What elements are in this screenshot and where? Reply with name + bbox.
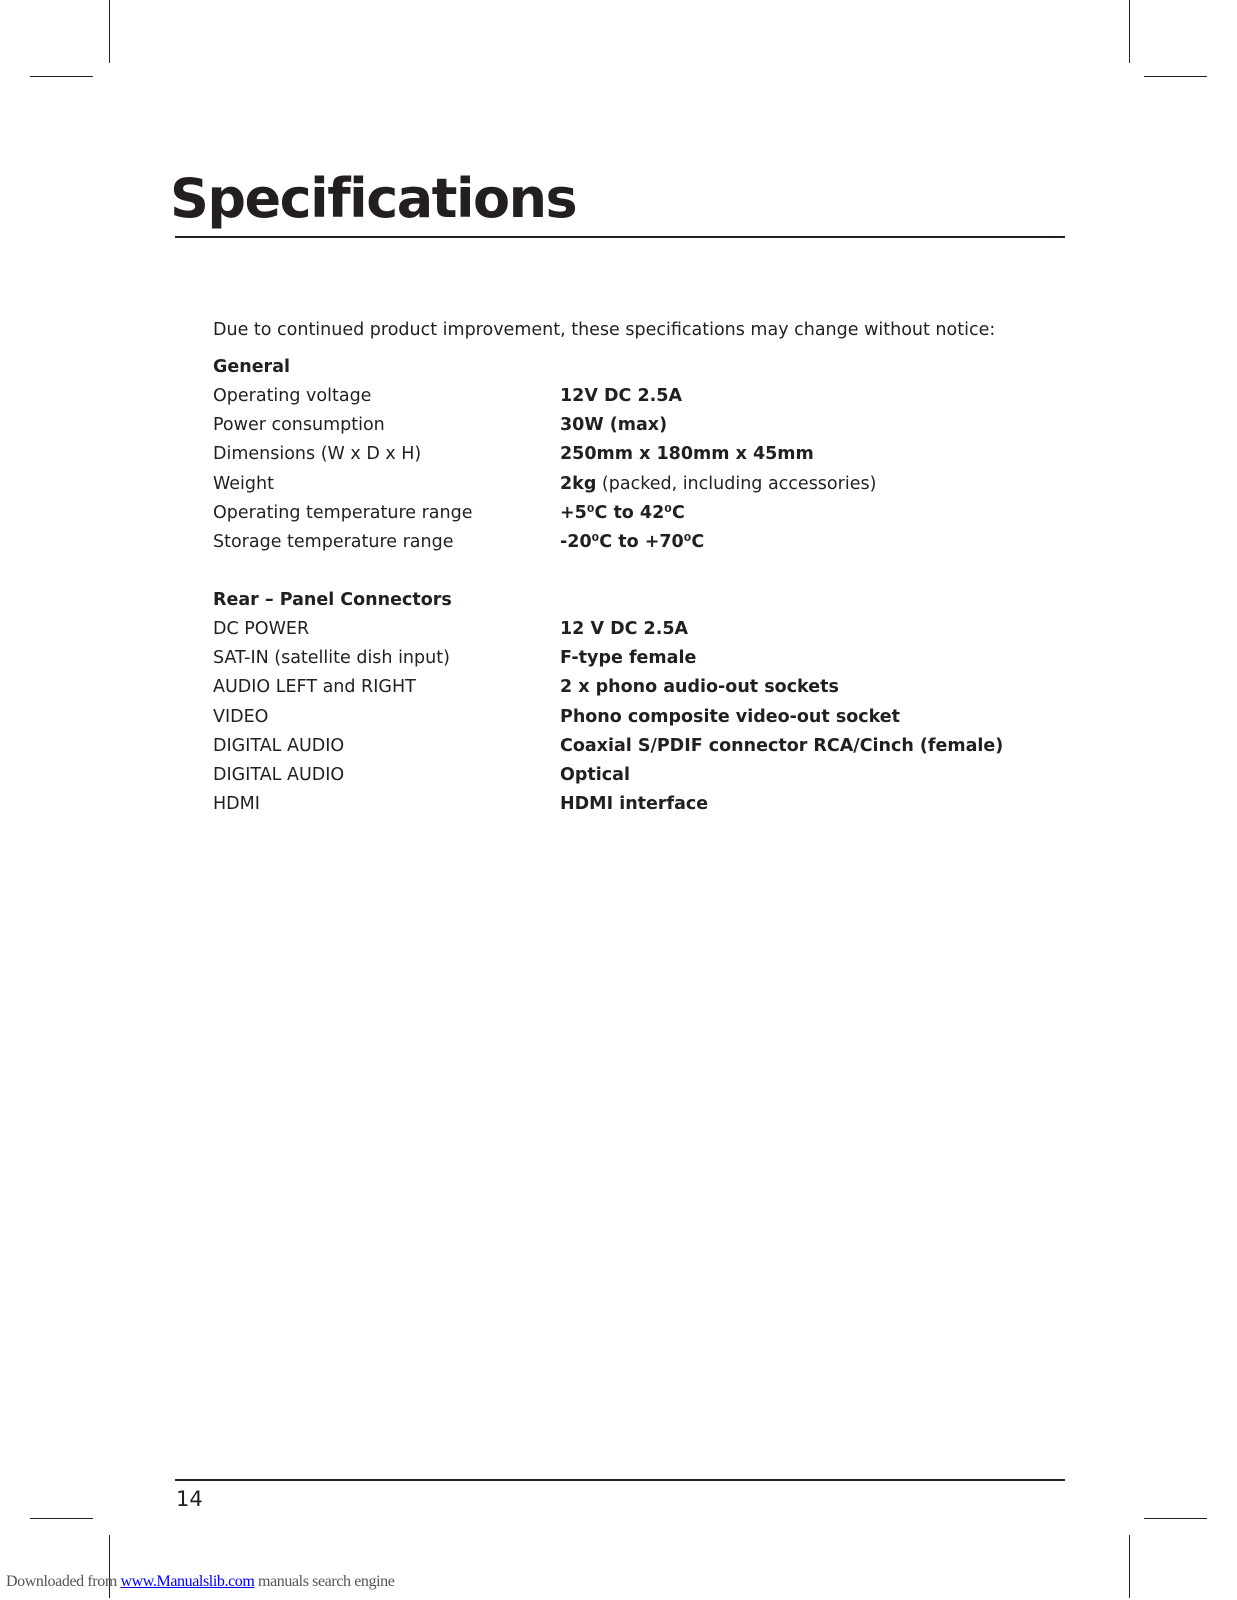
spec-label: SAT-IN (satellite dish input)	[213, 648, 450, 669]
page-number: 14	[176, 1487, 203, 1511]
spec-label: AUDIO LEFT and RIGHT	[213, 677, 416, 698]
spec-label: Power consumption	[213, 415, 385, 436]
spec-value: +5⁰C to 42⁰C	[560, 502, 685, 523]
crop-mark	[1144, 76, 1207, 77]
crop-mark	[109, 0, 110, 63]
crop-mark	[1129, 0, 1130, 63]
spec-row	[213, 382, 1013, 411]
spec-row	[213, 411, 1013, 440]
spec-label: HDMI	[213, 794, 260, 815]
spec-row	[213, 761, 1013, 790]
spec-value: -20⁰C to +70⁰C	[560, 531, 705, 552]
footer-prefix: Downloaded from	[6, 1573, 121, 1590]
spec-value: F-type female	[560, 648, 697, 669]
crop-mark	[1129, 1535, 1130, 1598]
spec-value: 12 V DC 2.5A	[560, 619, 689, 639]
spec-value: 12V DC 2.5A	[560, 386, 682, 406]
connectors-section	[213, 586, 1013, 819]
spec-value: 250mm x 180mm x 45mm	[560, 444, 814, 465]
spec-label: Weight	[213, 473, 274, 494]
spec-value: Coaxial S/PDIF connector RCA/Cinch (female)	[560, 735, 1004, 756]
general-section	[213, 353, 1013, 557]
crop-mark	[30, 76, 93, 77]
spec-value: Phono composite video-out socket	[560, 706, 901, 727]
spec-row	[213, 440, 1013, 469]
section-heading: General	[213, 357, 290, 377]
crop-mark	[1144, 1518, 1207, 1519]
spec-row	[213, 790, 1013, 819]
spec-row	[213, 732, 1013, 761]
spec-label: VIDEO	[213, 706, 269, 727]
spec-value: 2 x phono audio-out sockets	[560, 677, 839, 698]
spec-row	[213, 470, 1013, 499]
spec-label: Dimensions (W x D x H)	[213, 444, 422, 465]
manualslib-link[interactable]: www.Manualslib.com	[120, 1573, 255, 1590]
spec-row	[213, 644, 1013, 673]
download-footer	[6, 1573, 394, 1591]
title-rule	[175, 236, 1065, 238]
spec-row	[213, 703, 1013, 732]
spec-label: Storage temperature range	[213, 531, 454, 552]
spec-row	[213, 615, 1013, 644]
page-title: Specifications	[170, 167, 577, 230]
spec-value: HDMI interface	[560, 794, 709, 815]
spec-value: 30W (max)	[560, 415, 668, 436]
spec-row	[213, 499, 1013, 528]
spec-label: DC POWER	[213, 619, 310, 639]
spec-value-group	[560, 470, 876, 499]
spec-label: DIGITAL AUDIO	[213, 735, 345, 756]
spec-row	[213, 673, 1013, 702]
spec-row	[213, 528, 1013, 557]
spec-note: (packed, including accessories)	[596, 473, 877, 494]
spec-label: DIGITAL AUDIO	[213, 764, 345, 785]
spec-value: 2kg	[560, 473, 597, 494]
spec-value: Optical	[560, 764, 630, 785]
footer-suffix: manuals search engine	[254, 1573, 395, 1590]
intro-text: Due to continued product improvement, these specifications may change without notice:	[213, 320, 996, 340]
spec-label: Operating voltage	[213, 386, 372, 406]
crop-mark	[30, 1518, 93, 1519]
footer-rule	[175, 1479, 1065, 1481]
section-heading: Rear – Panel Connectors	[213, 590, 452, 610]
spec-label: Operating temperature range	[213, 502, 473, 523]
